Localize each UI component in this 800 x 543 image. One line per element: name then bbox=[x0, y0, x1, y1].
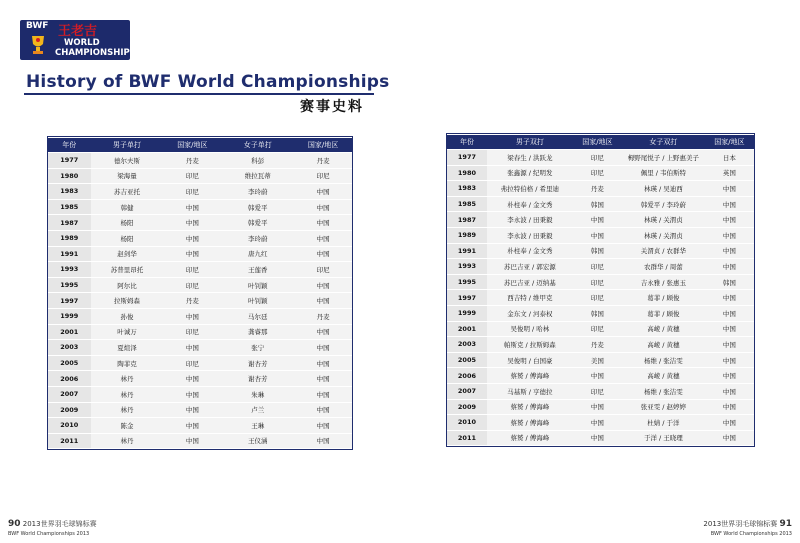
table-cell: 杨维 / 张洁雯 bbox=[622, 384, 705, 399]
table-row bbox=[447, 212, 754, 227]
table-cell: 吴俊明 / 哈林 bbox=[487, 322, 573, 337]
year-cell: 1983 bbox=[48, 184, 91, 199]
table-cell: 高崚 / 黄穗 bbox=[622, 368, 705, 383]
page-number-right: 91 bbox=[779, 519, 792, 529]
table-row bbox=[447, 244, 754, 259]
table-cell: 韩健 bbox=[91, 200, 164, 215]
table-cell: 中国 bbox=[705, 228, 754, 243]
table-cell: 韩国 bbox=[573, 306, 622, 321]
table-cell: 王莲香 bbox=[221, 262, 294, 277]
table-row bbox=[447, 290, 754, 305]
footer-left-text: 2013世界羽毛球锦标赛 bbox=[22, 520, 97, 528]
trophy-icon bbox=[26, 34, 50, 56]
singles-header-cell: 年份 bbox=[48, 138, 91, 152]
table-cell: 中国 bbox=[164, 387, 222, 402]
table-cell: 吴俊明 / 白国豪 bbox=[487, 353, 573, 368]
table-row bbox=[48, 278, 352, 293]
table-cell: 林瑛 / 吴迪西 bbox=[622, 181, 705, 196]
table-cell: 李玲蔚 bbox=[221, 231, 294, 246]
table-cell: 中国 bbox=[705, 181, 754, 196]
year-cell: 2006 bbox=[447, 368, 487, 383]
table-cell: 中国 bbox=[294, 371, 352, 386]
year-cell: 1991 bbox=[48, 247, 91, 262]
table-cell: 中国 bbox=[705, 290, 754, 305]
table-cell: 中国 bbox=[294, 403, 352, 418]
singles-header-cell: 男子单打 bbox=[91, 138, 164, 152]
table-cell: 苏巴吉亚 / 迈纳基 bbox=[487, 275, 573, 290]
table-cell: 印尼 bbox=[294, 169, 352, 184]
doubles-header-cell: 女子双打 bbox=[622, 135, 705, 149]
table-cell: 张宁 bbox=[221, 340, 294, 355]
table-cell: 科彭 bbox=[221, 153, 294, 168]
table-cell: 印尼 bbox=[164, 356, 222, 371]
year-cell: 2006 bbox=[48, 371, 91, 386]
table-row bbox=[48, 184, 352, 199]
table-cell: 弗拉特伯格 / 希里迪 bbox=[487, 181, 573, 196]
year-cell: 1999 bbox=[447, 306, 487, 321]
table-cell: 中国 bbox=[294, 184, 352, 199]
singles-table-container bbox=[47, 136, 353, 450]
table-cell: 朴柱奉 / 金文秀 bbox=[487, 244, 573, 259]
table-cell: 梁海量 bbox=[91, 169, 164, 184]
table-cell: 中国 bbox=[294, 356, 352, 371]
table-cell: 印尼 bbox=[573, 384, 622, 399]
table-cell: 中国 bbox=[294, 340, 352, 355]
year-cell: 1995 bbox=[447, 275, 487, 290]
table-row bbox=[48, 356, 352, 371]
table-cell: 叶钊颖 bbox=[221, 278, 294, 293]
page-number-left: 90 bbox=[8, 519, 21, 529]
table-cell: 唐九红 bbox=[221, 247, 294, 262]
table-cell: 金东文 / 河泰权 bbox=[487, 306, 573, 321]
table-row bbox=[48, 153, 352, 168]
table-cell: 印尼 bbox=[573, 150, 622, 165]
table-cell: 李玲蔚 bbox=[221, 184, 294, 199]
year-cell: 2010 bbox=[447, 415, 487, 430]
table-cell: 林丹 bbox=[91, 403, 164, 418]
doubles-header-cell: 国家/地区 bbox=[705, 135, 754, 149]
year-cell: 1995 bbox=[48, 278, 91, 293]
table-cell: 中国 bbox=[705, 337, 754, 352]
table-row bbox=[48, 418, 352, 433]
table-row bbox=[48, 434, 352, 449]
year-cell: 1980 bbox=[447, 166, 487, 181]
table-cell: 林瑛 / 关渭贞 bbox=[622, 228, 705, 243]
table-row bbox=[48, 262, 352, 277]
table-cell: 丹麦 bbox=[294, 309, 352, 324]
year-cell: 1983 bbox=[447, 181, 487, 196]
logo-line-1: WORLD bbox=[64, 38, 100, 48]
table-cell: 中国 bbox=[294, 200, 352, 215]
table-cell: 苏普里昂托 bbox=[91, 262, 164, 277]
singles-header-cell: 女子单打 bbox=[221, 138, 294, 152]
table-cell: 蔡赟 / 傅海峰 bbox=[487, 368, 573, 383]
year-cell: 1989 bbox=[447, 228, 487, 243]
table-cell: 龚睿那 bbox=[221, 325, 294, 340]
year-cell: 2003 bbox=[447, 337, 487, 352]
table-cell: 卢兰 bbox=[221, 403, 294, 418]
table-cell: 朱琳 bbox=[221, 387, 294, 402]
table-cell: 苏吉亚托 bbox=[91, 184, 164, 199]
table-cell: 朴柱奉 / 金文秀 bbox=[487, 197, 573, 212]
table-cell: 中国 bbox=[294, 434, 352, 449]
table-row bbox=[48, 215, 352, 230]
championship-logo bbox=[20, 20, 136, 60]
singles-header-cell: 国家/地区 bbox=[294, 138, 352, 152]
table-cell: 阿尔比 bbox=[91, 278, 164, 293]
table-row bbox=[48, 293, 352, 308]
table-cell: 中国 bbox=[164, 434, 222, 449]
table-cell: 蔡赟 / 傅海峰 bbox=[487, 415, 573, 430]
table-cell: 中国 bbox=[294, 231, 352, 246]
table-cell: 西吉特 / 维甲克 bbox=[487, 290, 573, 305]
table-cell: 中国 bbox=[705, 244, 754, 259]
table-cell: 丹麦 bbox=[164, 153, 222, 168]
table-cell: 栂野尾悦子 / 上野惠美子 bbox=[622, 150, 705, 165]
table-cell: 中国 bbox=[164, 247, 222, 262]
table-cell: 印尼 bbox=[164, 278, 222, 293]
table-cell: 印尼 bbox=[164, 262, 222, 277]
year-cell: 1993 bbox=[48, 262, 91, 277]
table-row bbox=[447, 431, 754, 446]
year-cell: 2005 bbox=[447, 353, 487, 368]
table-cell: 杨维 / 张洁雯 bbox=[622, 353, 705, 368]
table-cell: 中国 bbox=[164, 200, 222, 215]
table-row bbox=[48, 231, 352, 246]
table-cell: 赵剑华 bbox=[91, 247, 164, 262]
table-row bbox=[447, 228, 754, 243]
doubles-header-cell: 国家/地区 bbox=[573, 135, 622, 149]
table-cell: 蔡赟 / 傅海峰 bbox=[487, 431, 573, 446]
year-cell: 1980 bbox=[48, 169, 91, 184]
table-cell: 杨阳 bbox=[91, 231, 164, 246]
footer-right-text: 2013世界羽毛球锦标赛 bbox=[703, 520, 778, 528]
table-cell: 张鑫源 / 纪明发 bbox=[487, 166, 573, 181]
table-cell: 王琳 bbox=[221, 418, 294, 433]
year-cell: 1987 bbox=[447, 212, 487, 227]
table-cell: 陶菲克 bbox=[91, 356, 164, 371]
table-cell: 丹麦 bbox=[294, 153, 352, 168]
table-cell: 中国 bbox=[705, 400, 754, 415]
table-cell: 中国 bbox=[164, 403, 222, 418]
table-cell: 中国 bbox=[294, 418, 352, 433]
table-cell: 英国 bbox=[705, 166, 754, 181]
table-cell: 丹麦 bbox=[573, 181, 622, 196]
table-cell: 马尔廷 bbox=[221, 309, 294, 324]
doubles-header-cell: 年份 bbox=[447, 135, 487, 149]
table-cell: 谢杏芳 bbox=[221, 356, 294, 371]
year-cell: 2009 bbox=[447, 400, 487, 415]
table-cell: 中国 bbox=[164, 418, 222, 433]
table-row bbox=[447, 400, 754, 415]
table-cell: 王仪涵 bbox=[221, 434, 294, 449]
table-cell: 陈金 bbox=[91, 418, 164, 433]
table-cell: 杜婧 / 于洋 bbox=[622, 415, 705, 430]
table-cell: 中国 bbox=[164, 215, 222, 230]
year-cell: 2003 bbox=[48, 340, 91, 355]
table-cell: 印尼 bbox=[573, 322, 622, 337]
year-cell: 1987 bbox=[48, 215, 91, 230]
logo-sponsor-name: 王老吉 bbox=[58, 24, 98, 39]
table-cell: 中国 bbox=[705, 197, 754, 212]
table-row bbox=[447, 259, 754, 274]
footer-right bbox=[703, 519, 792, 537]
table-cell: 林丹 bbox=[91, 387, 164, 402]
table-cell: 中国 bbox=[294, 293, 352, 308]
footer-left bbox=[8, 519, 97, 537]
table-row bbox=[447, 384, 754, 399]
table-cell: 林丹 bbox=[91, 371, 164, 386]
year-cell: 2010 bbox=[48, 418, 91, 433]
table-row bbox=[447, 166, 754, 181]
doubles-header-row bbox=[447, 135, 754, 149]
table-cell: 谢杏芳 bbox=[221, 371, 294, 386]
title-underline bbox=[24, 93, 374, 95]
table-cell: 高崚 / 黄穗 bbox=[622, 337, 705, 352]
table-cell: 中国 bbox=[164, 340, 222, 355]
table-cell: 中国 bbox=[573, 400, 622, 415]
table-cell: 孙俊 bbox=[91, 309, 164, 324]
table-cell: 中国 bbox=[705, 431, 754, 446]
table-cell: 美国 bbox=[573, 353, 622, 368]
table-cell: 印尼 bbox=[164, 325, 222, 340]
table-cell: 日本 bbox=[705, 150, 754, 165]
year-cell: 1985 bbox=[447, 197, 487, 212]
table-cell: 中国 bbox=[294, 247, 352, 262]
year-cell: 2001 bbox=[48, 325, 91, 340]
table-cell: 中国 bbox=[294, 325, 352, 340]
year-cell: 2011 bbox=[48, 434, 91, 449]
table-cell: 中国 bbox=[705, 368, 754, 383]
table-cell: 韩国 bbox=[573, 197, 622, 212]
table-cell: 中国 bbox=[705, 322, 754, 337]
table-cell: 中国 bbox=[705, 384, 754, 399]
table-cell: 中国 bbox=[705, 306, 754, 321]
table-row bbox=[48, 309, 352, 324]
table-cell: 丹麦 bbox=[573, 337, 622, 352]
year-cell: 2005 bbox=[48, 356, 91, 371]
table-cell: 中国 bbox=[705, 259, 754, 274]
table-cell: 叶钊颖 bbox=[221, 293, 294, 308]
table-cell: 印尼 bbox=[573, 166, 622, 181]
table-cell: 帕斯克 / 拉斯姆森 bbox=[487, 337, 573, 352]
singles-header-cell: 国家/地区 bbox=[164, 138, 222, 152]
year-cell: 1993 bbox=[447, 259, 487, 274]
table-cell: 中国 bbox=[705, 415, 754, 430]
year-cell: 2011 bbox=[447, 431, 487, 446]
table-cell: 苏巴吉亚 / 郭宏源 bbox=[487, 259, 573, 274]
table-cell: 中国 bbox=[294, 278, 352, 293]
table-cell: 农群华 / 周蕾 bbox=[622, 259, 705, 274]
footer-left-subtext: BWF World Championships 2013 bbox=[8, 531, 90, 537]
table-cell: 维拉瓦蒂 bbox=[221, 169, 294, 184]
table-row bbox=[48, 200, 352, 215]
table-row bbox=[48, 325, 352, 340]
singles-table bbox=[48, 137, 352, 449]
table-cell: 夏煊泽 bbox=[91, 340, 164, 355]
year-cell: 1977 bbox=[447, 150, 487, 165]
footer-right-subtext: BWF World Championships 2013 bbox=[710, 531, 792, 537]
table-cell: 中国 bbox=[705, 212, 754, 227]
year-cell: 1997 bbox=[447, 290, 487, 305]
year-cell: 2009 bbox=[48, 403, 91, 418]
logo-brand: BWF bbox=[26, 21, 49, 31]
logo-line-2: CHAMPIONSHIPS bbox=[55, 48, 136, 58]
table-row bbox=[48, 387, 352, 402]
singles-header-row bbox=[48, 138, 352, 152]
table-cell: 马基斯 / 亨德拉 bbox=[487, 384, 573, 399]
table-row bbox=[447, 197, 754, 212]
year-cell: 1989 bbox=[48, 231, 91, 246]
year-cell: 1991 bbox=[447, 244, 487, 259]
table-cell: 印尼 bbox=[164, 169, 222, 184]
table-cell: 印尼 bbox=[573, 290, 622, 305]
table-row bbox=[447, 415, 754, 430]
doubles-table-container bbox=[446, 133, 755, 447]
table-cell: 林瑛 / 关渭贞 bbox=[622, 212, 705, 227]
table-row bbox=[447, 181, 754, 196]
year-cell: 1977 bbox=[48, 153, 91, 168]
table-cell: 张亚雯 / 赵婷婷 bbox=[622, 400, 705, 415]
table-cell: 印尼 bbox=[573, 275, 622, 290]
doubles-table bbox=[447, 134, 754, 446]
table-cell: 于洋 / 王晓理 bbox=[622, 431, 705, 446]
table-cell: 中国 bbox=[573, 415, 622, 430]
table-cell: 葛菲 / 顾俊 bbox=[622, 306, 705, 321]
table-cell: 韩爱平 / 李玲蔚 bbox=[622, 197, 705, 212]
table-cell: 中国 bbox=[294, 215, 352, 230]
table-cell: 杨阳 bbox=[91, 215, 164, 230]
table-cell: 韩国 bbox=[705, 275, 754, 290]
table-cell: 李永波 / 田秉毅 bbox=[487, 212, 573, 227]
table-cell: 林丹 bbox=[91, 434, 164, 449]
table-cell: 李永波 / 田秉毅 bbox=[487, 228, 573, 243]
year-cell: 1985 bbox=[48, 200, 91, 215]
table-row bbox=[447, 353, 754, 368]
table-cell: 中国 bbox=[573, 228, 622, 243]
table-cell: 中国 bbox=[164, 309, 222, 324]
table-cell: 佩里 / 韦伯斯特 bbox=[622, 166, 705, 181]
singles-table-body bbox=[48, 153, 352, 448]
year-cell: 1999 bbox=[48, 309, 91, 324]
year-cell: 2001 bbox=[447, 322, 487, 337]
table-cell: 叶诚万 bbox=[91, 325, 164, 340]
table-cell: 葛菲 / 顾俊 bbox=[622, 290, 705, 305]
table-row bbox=[48, 371, 352, 386]
table-cell: 韩爱平 bbox=[221, 200, 294, 215]
table-cell: 印尼 bbox=[573, 259, 622, 274]
table-row bbox=[447, 275, 754, 290]
table-cell: 韩国 bbox=[573, 244, 622, 259]
table-row bbox=[48, 169, 352, 184]
table-cell: 中国 bbox=[573, 431, 622, 446]
year-cell: 1997 bbox=[48, 293, 91, 308]
table-cell: 蔡赟 / 傅海峰 bbox=[487, 400, 573, 415]
year-cell: 2007 bbox=[48, 387, 91, 402]
table-cell: 高崚 / 黄穗 bbox=[622, 322, 705, 337]
table-cell: 中国 bbox=[294, 387, 352, 402]
table-cell: 吉永雅 / 张惠玉 bbox=[622, 275, 705, 290]
table-cell: 拉斯姆森 bbox=[91, 293, 164, 308]
doubles-table-body bbox=[447, 150, 754, 445]
table-cell: 关渭贞 / 农群华 bbox=[622, 244, 705, 259]
page-title: History of BWF World Championships bbox=[26, 72, 390, 92]
year-cell: 2007 bbox=[447, 384, 487, 399]
table-row bbox=[48, 340, 352, 355]
table-cell: 中国 bbox=[573, 368, 622, 383]
doubles-header-cell: 男子双打 bbox=[487, 135, 573, 149]
table-row bbox=[447, 337, 754, 352]
page-subtitle: 赛事史料 bbox=[300, 99, 364, 115]
table-row bbox=[447, 306, 754, 321]
table-row bbox=[48, 403, 352, 418]
table-cell: 梁春生 / 洪跃龙 bbox=[487, 150, 573, 165]
table-row bbox=[447, 322, 754, 337]
table-cell: 韩爱平 bbox=[221, 215, 294, 230]
table-cell: 德尔夫斯 bbox=[91, 153, 164, 168]
table-cell: 印尼 bbox=[164, 184, 222, 199]
table-cell: 中国 bbox=[705, 353, 754, 368]
table-cell: 中国 bbox=[164, 231, 222, 246]
table-row bbox=[447, 150, 754, 165]
table-cell: 丹麦 bbox=[164, 293, 222, 308]
table-row bbox=[447, 368, 754, 383]
table-row bbox=[48, 247, 352, 262]
table-cell: 中国 bbox=[164, 371, 222, 386]
table-cell: 中国 bbox=[573, 212, 622, 227]
table-cell: 印尼 bbox=[294, 262, 352, 277]
